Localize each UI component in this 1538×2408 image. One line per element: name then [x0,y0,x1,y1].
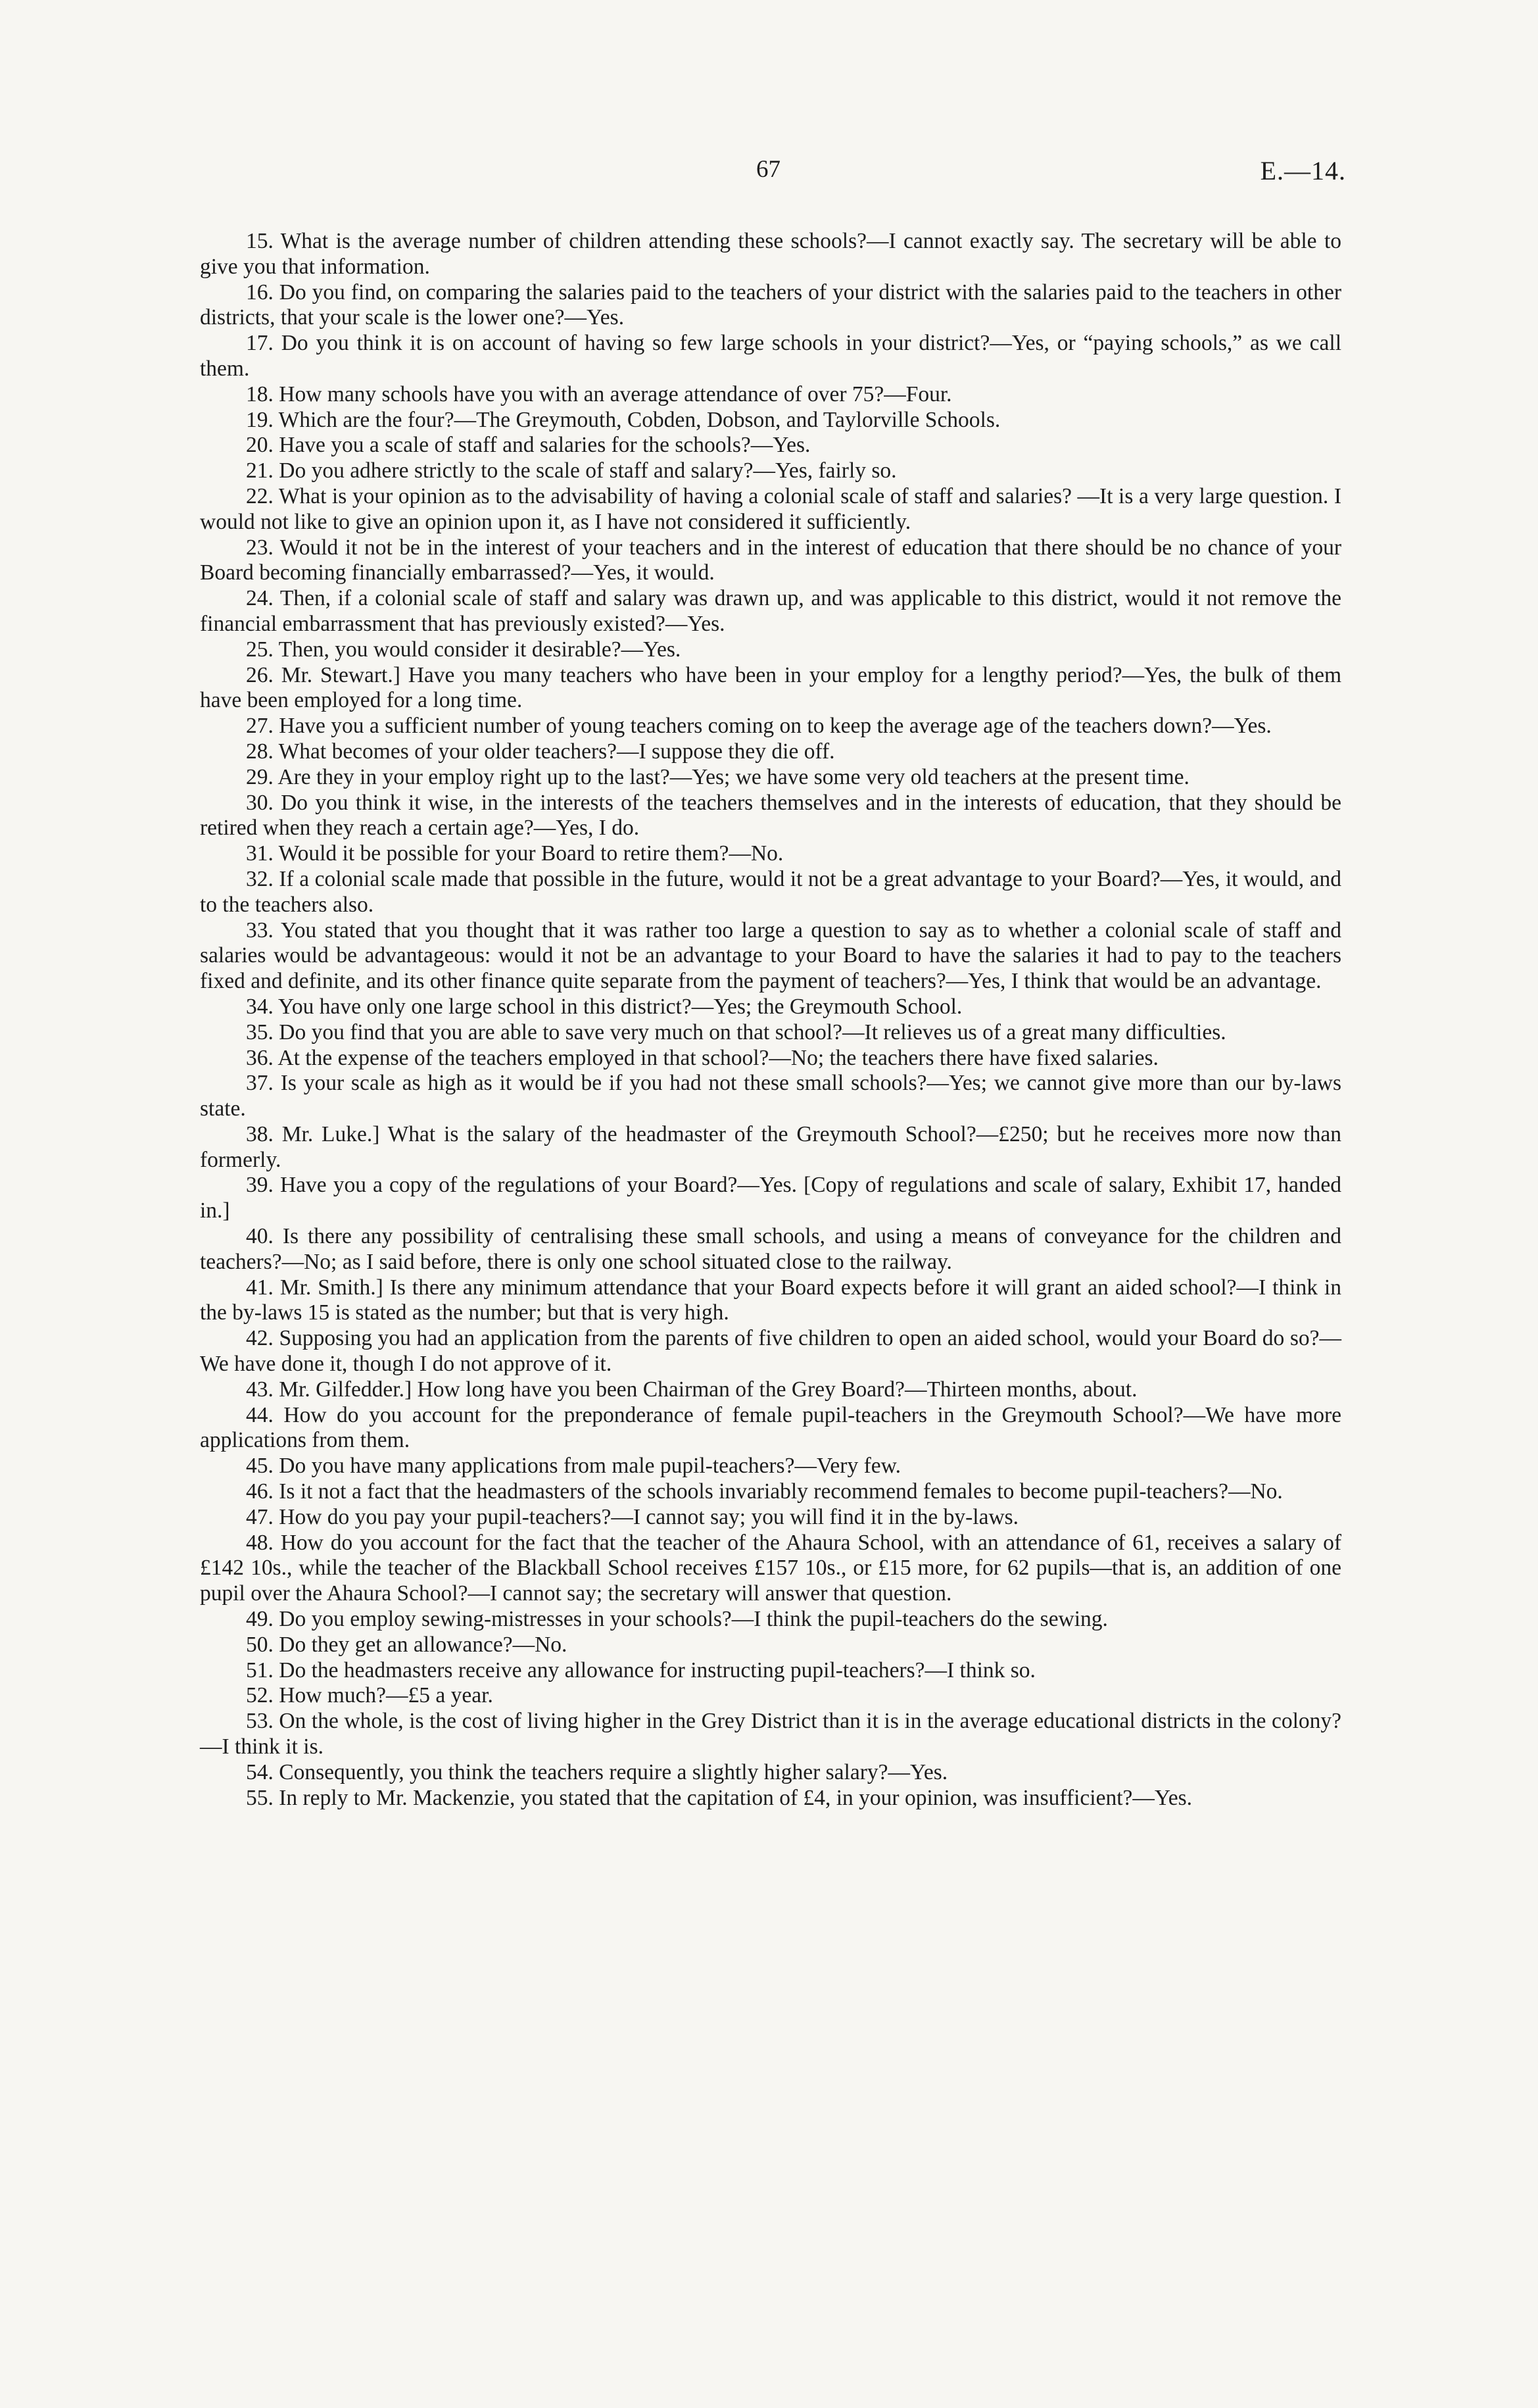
q36-paragraph: 36. At the expense of the teachers employed in that school?—No; the teachers there have fixed salaries. [246,1045,1159,1070]
q34-paragraph: 34. You have only one large school in this district?—Yes; the Greymouth School. [246,994,963,1019]
page-header [0,155,1538,195]
q44-paragraph: 44. How do you account for the preponderance of female pupil-teachers in the Greymouth School?—We have more applications from them. [200,1402,1341,1453]
q20-paragraph: 20. Have you a scale of staff and salaries for the schools?—Yes. [246,433,811,458]
q52-paragraph: 52. How much?—£5 a year. [246,1683,493,1708]
q35-paragraph: 35. Do you find that you are able to save very much on that school?—It relieves us of a great many difficulties. [246,1020,1226,1044]
q49-paragraph: 49. Do you employ sewing-mistresses in your schools?—I think the pupil-teachers do the sewing. [246,1607,1108,1632]
q45-paragraph: 45. Do you have many applications from male pupil-teachers?—Very few. [246,1454,901,1479]
q32-paragraph: 32. If a colonial scale made that possible in the future, would it not be a great advantage to your Board?—Yes, it would, and to the teachers also. [200,866,1341,917]
q42-paragraph: 42. Supposing you had an application from the parents of five children to open an aided school, would your Board do so?—We have done it, though I do not approve of it. [200,1326,1341,1377]
q40-paragraph: 40. Is there any possibility of centralising these small schools, and using a means of conveyance for the children and teachers?—No; as I said before, there is only one school situated close to the railway. [200,1224,1341,1274]
q43-paragraph: 43. Mr. Gilfedder.] How long have you been Chairman of the Grey Board?—Thirteen months, about. [246,1377,1138,1402]
q38-paragraph: 38. Mr. Luke.] What is the salary of the headmaster of the Greymouth School?—£250; but he receives more now than formerly. [200,1121,1341,1172]
q50-paragraph: 50. Do they get an allowance?—No. [246,1632,567,1657]
q46-paragraph: 46. Is it not a fact that the headmasters of the schools invariably recommend females to become pupil-teachers?—No. [246,1479,1283,1504]
q41-paragraph: 41. Mr. Smith.] Is there any minimum attendance that your Board expects before it will grant an aided school?—I think in the by-laws 15 is stated as the number; but that is very high. [200,1275,1341,1325]
q16-paragraph: 16. Do you find, on comparing the salaries paid to the teachers of your district with the salaries paid to the teachers in other districts, that your scale is the lower one?—Yes. [200,280,1341,330]
q19-paragraph: 19. Which are the four?—The Greymouth, Cobden, Dobson, and Taylorville Schools. [246,407,1001,432]
q51-paragraph: 51. Do the headmasters receive any allowance for instructing pupil-teachers?—I think so. [246,1658,1036,1683]
q28-paragraph: 28. What becomes of your older teachers?—I suppose they die off. [246,739,835,764]
q37-paragraph: 37. Is your scale as high as it would be if you had not these small schools?—Yes; we cannot give more than our by-laws state. [200,1071,1341,1121]
q23-paragraph: 23. Would it not be in the interest of your teachers and in the interest of education that there should be no chance of your Board becoming financially embarrassed?—Yes, it would. [200,535,1341,585]
q24-paragraph: 24. Then, if a colonial scale of staff and salary was drawn up, and was applicable to this district, would it not remove the financial embarrassment that has previously existed?—Yes. [200,586,1341,636]
q33-paragraph: 33. You stated that you thought that it was rather too large a question to say as to whether a colonial scale of staff and salaries would be advantageous: would it not be an advantage to your Board to have the salaries it had to pay to the teachers fixed and definite, and its other finance quite separate from the payment of teachers?—Yes, I think that would be an advantage. [200,918,1341,994]
q39-paragraph: 39. Have you a copy of the regulations of your Board?—Yes. [Copy of regulations and scale of salary, Exhibit 17, handed in.] [200,1173,1341,1223]
q54-paragraph: 54. Consequently, you think the teachers require a slightly higher salary?—Yes. [246,1759,948,1784]
q25-paragraph: 25. Then, you would consider it desirable?—Yes. [246,637,681,662]
q18-paragraph: 18. How many schools have you with an average attendance of over 75?—Four. [246,381,952,406]
evidence-text [200,229,1341,1811]
page-number: 67 [756,156,781,183]
q31-paragraph: 31. Would it be possible for your Board to retire them?—No. [246,841,784,866]
q17-paragraph: 17. Do you think it is on account of having so few large schools in your district?—Yes, or “paying schools,” as we call them. [200,331,1341,381]
q27-paragraph: 27. Have you a sufficient number of young teachers coming on to keep the average age of the teachers down?—Yes. [246,714,1272,739]
series-reference: E.—14. [1260,156,1346,185]
q21-paragraph: 21. Do you adhere strictly to the scale of staff and salary?—Yes, fairly so. [246,458,897,483]
q30-paragraph: 30. Do you think it wise, in the interests of the teachers themselves and in the interests of education, that they should be retired when they reach a certain age?—Yes, I do. [200,790,1341,841]
q29-paragraph: 29. Are they in your employ right up to the last?—Yes; we have some very old teachers at the present time. [246,764,1190,789]
q47-paragraph: 47. How do you pay your pupil-teachers?—I cannot say; you will find it in the by-laws. [246,1504,1019,1529]
q53-paragraph: 53. On the whole, is the cost of living higher in the Grey District than it is in the average educational districts in the colony?—I think it is. [200,1709,1341,1759]
q48-paragraph: 48. How do you account for the fact that the teacher of the Ahaura School, with an attendance of 61, receives a salary of £142 10s., while the teacher of the Blackball School receives £157 10s., or £15 more, for 62 pupils—that is, an addition of one pupil over the Ahaura School?—I cannot say; the secretary will answer that question. [200,1530,1341,1606]
q22-paragraph: 22. What is your opinion as to the advisability of having a colonial scale of staff and salaries? —It is a very large question. I would not like to give an opinion upon it, as I have not considered it sufficiently. [200,483,1341,534]
q26-paragraph: 26. Mr. Stewart.] Have you many teachers who have been in your employ for a lengthy period?—Yes, the bulk of them have been employed for a long time. [200,662,1341,713]
q15-paragraph: 15. What is the average number of children attending these schools?—I cannot exactly say. The secretary will be able to give you that information. [200,229,1341,279]
q55-paragraph: 55. In reply to Mr. Mackenzie, you stated that the capitation of £4, in your opinion, was insufficient?—Yes. [246,1785,1192,1810]
